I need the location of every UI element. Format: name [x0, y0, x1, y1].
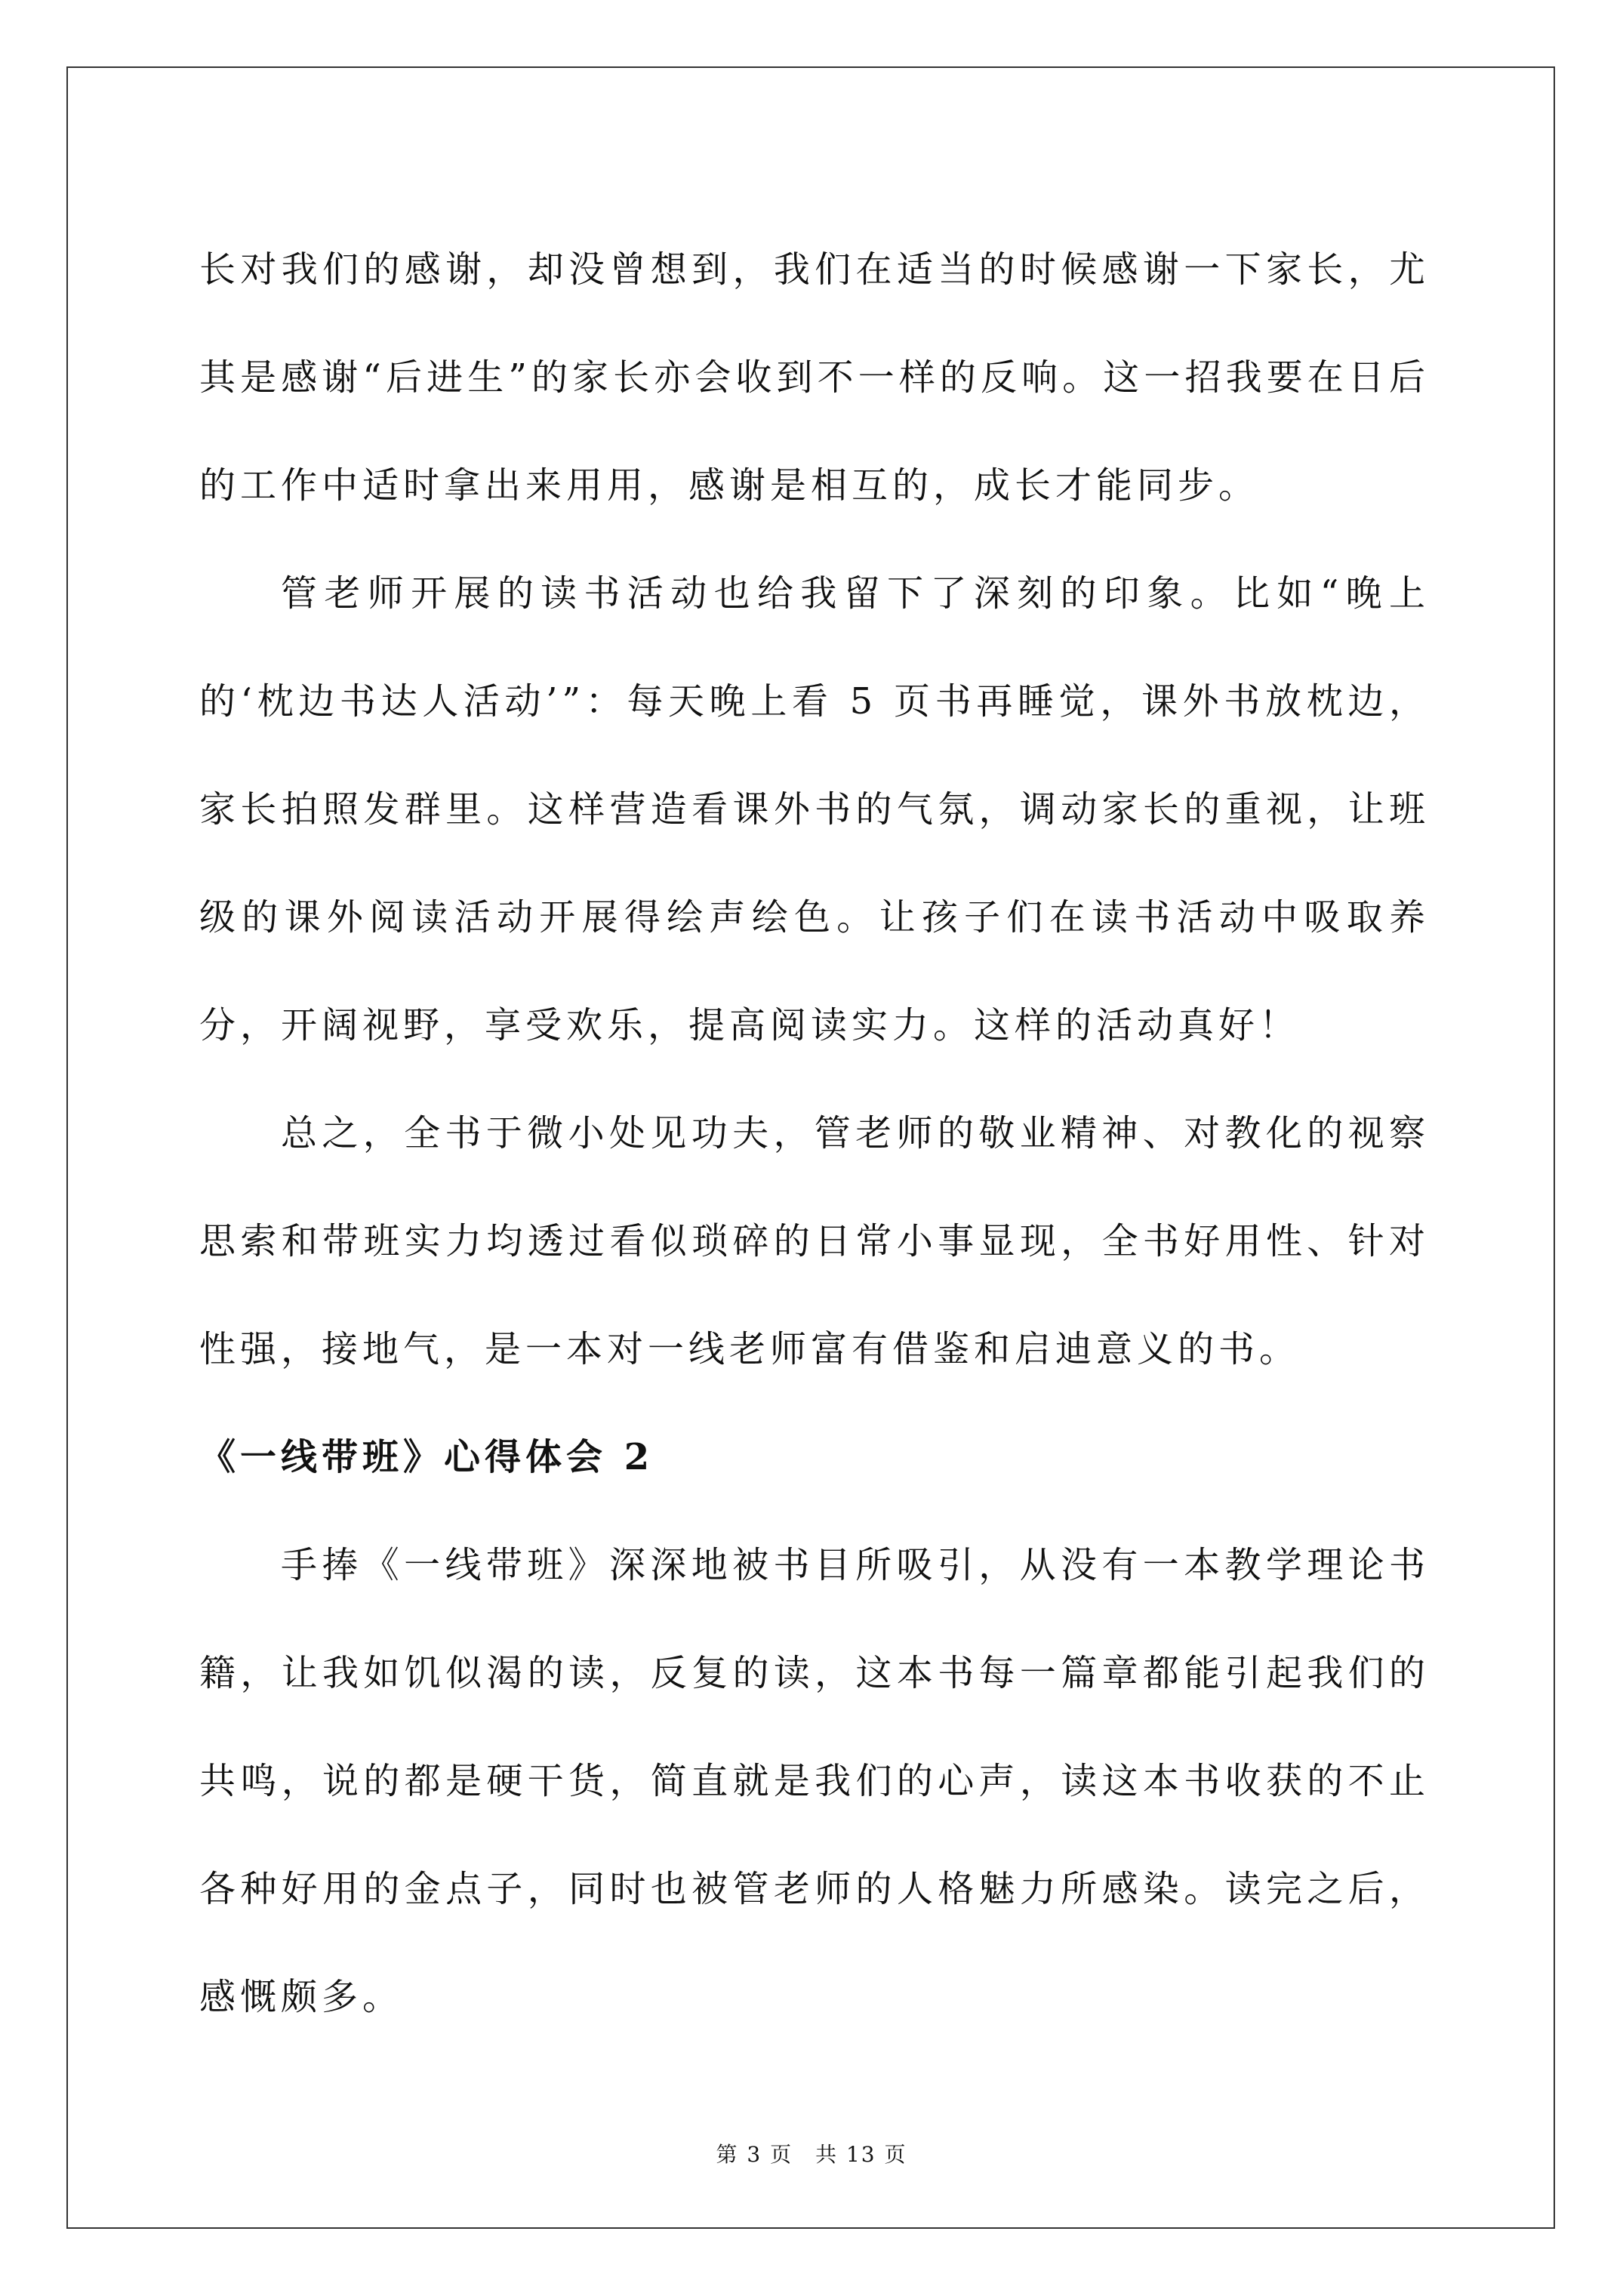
paragraph-4: 手捧《一线带班》深深地被书目所吸引，从没有一本教学理论书籍，让我如饥似渴的读，反复的读，这本书每一篇章都能引起我们的共鸣，说的都是硬干货，简直就是我们的心声，读这本书收获的不止各种好用的金点子，同时也被管老师的人格魅力所感染。读完之后，感慨颇多。: [199, 1544, 1430, 2018]
paragraph-3: 总之，全书于微小处见功夫，管老师的敬业精神、对教化的视察思索和带班实力均透过看似琐碎的日常小事显现，全书好用性、针对性强，接地气，是一本对一线老师富有借鉴和启迪意义的书。: [199, 1112, 1430, 1370]
page-number-footer: 第 3 页 共 13 页: [716, 2142, 907, 2167]
paragraph-2: 管老师开展的读书活动也给我留下了深刻的印象。比如“晚上的‘枕边书达人活动’”：每天晚上看 5 页书再睡觉，课外书放枕边，家长拍照发群里。这样营造看课外书的气氛，调动家长的重视，让班级的课外阅读活动开展得绘声绘色。让孩子们在读书活动中吸取养分，开阔视野，享受欢乐，提高阅读实力。这样的活动真好！: [199, 572, 1430, 1046]
paragraph-1: 长对我们的感谢，却没曾想到，我们在适当的时候感谢一下家长，尤其是感谢“后进生”的家长亦会收到不一样的反响。这一招我要在日后的工作中适时拿出来用用，感谢是相互的，成长才能同步。: [199, 248, 1430, 507]
section-title: 《一线带班》心得体会 2: [199, 1436, 654, 1478]
document-body: [199, 216, 1430, 2051]
